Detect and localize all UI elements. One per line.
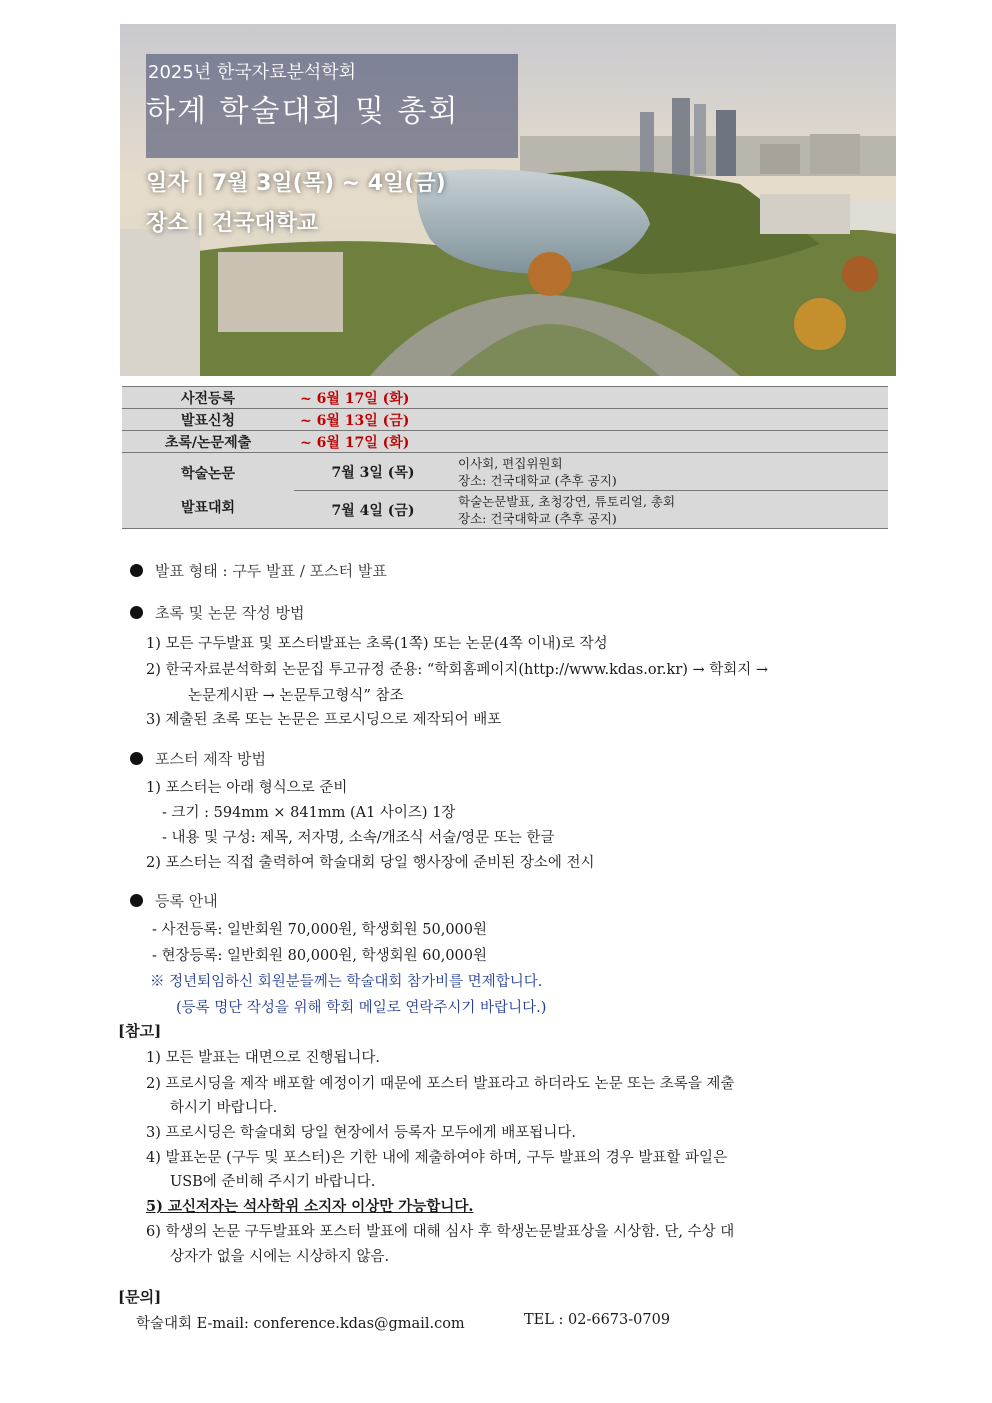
table-row [122,431,888,453]
reference-item: 1) 모든 발표는 대면으로 진행됩니다. [146,1050,381,1066]
reference-item: 2) 프로시딩을 제작 배포할 예정이기 때문에 포스터 발표라고 하더라도 논문 또는 초록을 제출 [146,1076,735,1092]
format-section [130,560,387,581]
bullet-icon [130,606,143,619]
schedule-deadline: ~ 6월 17일 (화) [294,431,888,453]
conference-label [122,453,294,529]
poster-heading [130,748,266,769]
table-row [122,409,888,431]
schedule-label: 초록/논문제출 [122,431,294,453]
reference-item: 상자가 없을 시에는 시상하지 않음. [170,1249,390,1265]
schedule-deadline: ~ 6월 17일 (화) [294,387,888,409]
registration-item: - 현장등록: 일반회원 80,000원, 학생회원 60,000원 [152,948,488,964]
banner-place-line: 장소 | 건국대학교 [146,211,319,236]
conference-day-detail [452,453,888,491]
schedule-label: 발표신청 [122,409,294,431]
contact-phone: TEL : 02-6673-0709 [524,1312,671,1328]
writing-heading [130,602,304,623]
detail-line: 학술논문발표, 초청강연, 튜토리얼, 총회 [458,493,676,509]
registration-note: (등록 명단 작성을 위해 학회 메일로 연락주시기 바랍니다.) [176,1000,547,1016]
reference-item: 3) 프로시딩은 학술대회 당일 현장에서 등록자 모두에게 배포됩니다. [146,1125,576,1141]
contact-email: 학술대회 E-mail: conference.kdas@gmail.com [136,1316,465,1332]
schedule-table [122,386,888,529]
registration-heading-text: 등록 안내 [155,892,218,910]
reference-item: 하시기 바랍니다. [170,1100,278,1116]
writing-item: 논문게시판 → 논문투고형식” 참조 [188,688,404,704]
writing-item: 2) 한국자료분석학회 논문집 투고규정 준용: “학회홈페이지(http://www.kdas.or.kr) → 학회지 → [146,662,769,678]
poster-item: 2) 포스터는 직접 출력하여 학술대회 당일 행사장에 준비된 장소에 전시 [146,855,595,871]
conference-day-detail [452,491,888,529]
conference-label-line-2: 발표대회 [180,499,236,516]
registration-note: ※ 정년퇴임하신 회원분들께는 학술대회 참가비를 면제합니다. [150,974,543,990]
bullet-icon [130,894,143,907]
writing-heading-text: 초록 및 논문 작성 방법 [155,604,305,622]
banner-date-line: 일자 | 7월 3일(목) ~ 4일(금) [146,171,446,196]
reference-item: USB에 준비해 주시기 바랍니다. [170,1174,376,1190]
table-row [122,453,888,491]
schedule-deadline: ~ 6월 13일 (금) [294,409,888,431]
poster-item: 1) 포스터는 아래 형식으로 준비 [146,780,348,796]
format-text: 발표 형태 : 구두 발표 / 포스터 발표 [155,562,387,580]
detail-line: 이사회, 편집위원회 [458,455,563,471]
writing-item: 1) 모든 구두발표 및 포스터발표는 초록(1쪽) 또는 논문(4쪽 이내)로 작성 [146,636,608,652]
reference-item: 6) 학생의 논문 구두발표와 포스터 발표에 대해 심사 후 학생논문발표상을 시상함. 단, 수상 대 [146,1224,735,1240]
conference-label-line-1: 학술논문 [180,465,236,482]
detail-line: 장소: 건국대학교 (추후 공지) [458,472,617,488]
banner-subtitle: 2025년 한국자료분석학회 [148,62,357,83]
registration-heading [130,890,218,911]
poster-item: - 내용 및 구성: 제목, 저자명, 소속/개조식 서술/영문 또는 한글 [162,830,555,846]
reference-heading: [참고] [118,1022,162,1040]
detail-line: 장소: 건국대학교 (추후 공지) [458,510,617,526]
bullet-icon [130,564,143,577]
reference-item: 4) 발표논문 (구두 및 포스터)은 기한 내에 제출하여야 하며, 구두 발표의 경우 발표할 파일은 [146,1150,727,1166]
poster-item: - 크기 : 594mm × 841mm (A1 사이즈) 1장 [162,805,456,821]
reference-item-emphasis: 5) 교신저자는 석사학위 소지자 이상만 가능합니다. [146,1198,474,1215]
conference-day-date: 7월 4일 (금) [294,491,452,529]
writing-item: 3) 제출된 초록 또는 논문은 프로시딩으로 제작되어 배포 [146,712,502,728]
schedule-label: 사전등록 [122,387,294,409]
banner-title: 하계 학술대회 및 총회 [146,94,460,129]
contact-heading: [문의] [118,1288,162,1306]
bullet-icon [130,752,143,765]
conference-day-date: 7월 3일 (목) [294,453,452,491]
registration-item: - 사전등록: 일반회원 70,000원, 학생회원 50,000원 [152,922,488,938]
poster-heading-text: 포스터 제작 방법 [155,750,266,768]
table-row [122,387,888,409]
